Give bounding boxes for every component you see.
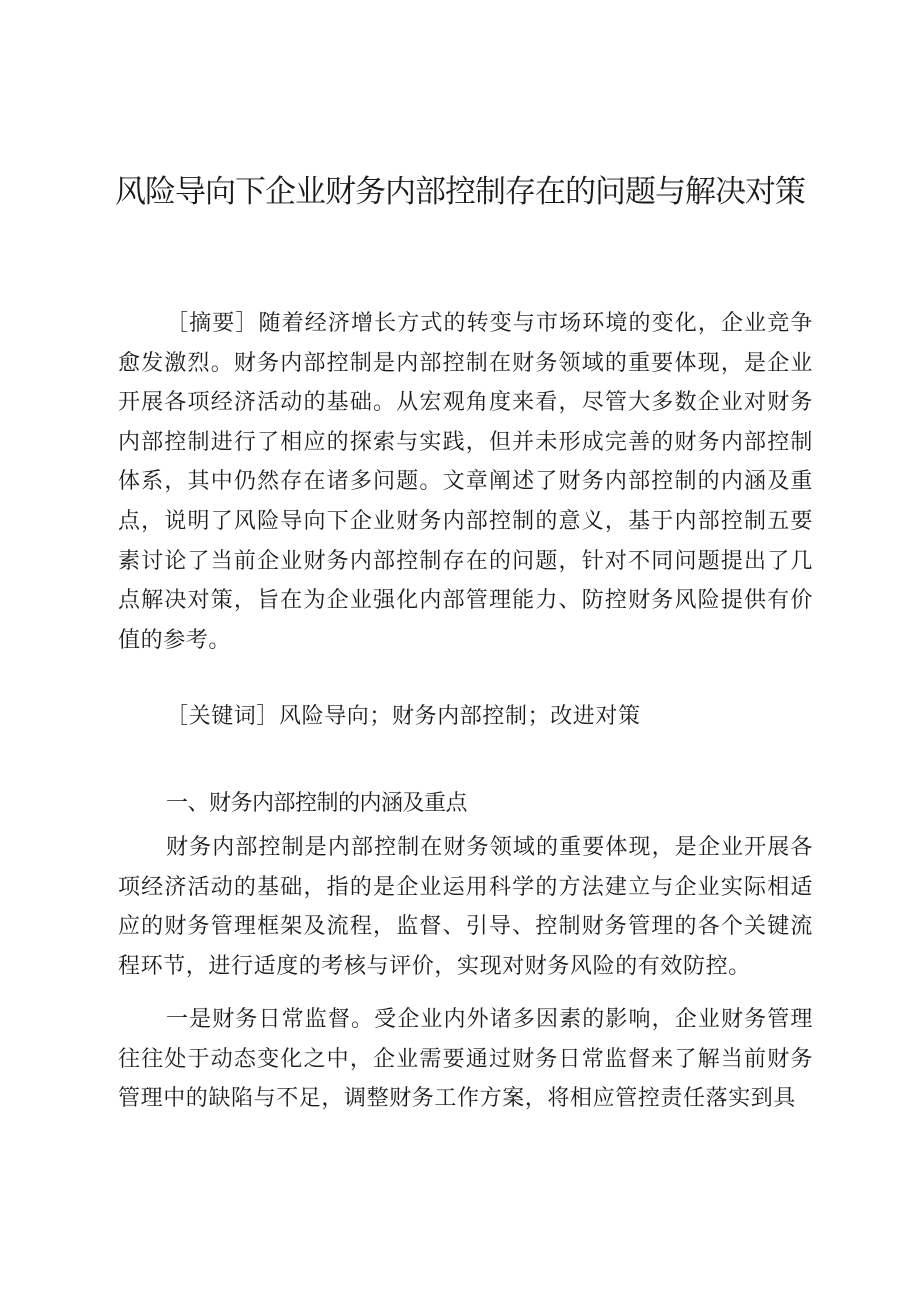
body-paragraph: 财务内部控制是内部控制在财务领域的重要体现，是企业开展各项经济活动的基础，指的是企业运用科学的方法建立与企业实际相适应的财务管理框架及流程，监督、引导、控制财务管理的各个关键流程环节，进行适度的考核与评价，实现对财务风险的有效防控。 <box>118 835 813 979</box>
body-paragraph: 一是财务日常监督。受企业内外诸多因素的影响，企业财务管理往往处于动态变化之中，企业需要通过财务日常监督来了解当前财务管理中的缺陷与不足，调整财务工作方案，将相应管控责任落实到具 <box>118 1007 813 1112</box>
abstract-paragraph: ［摘要］随着经济增长方式的转变与市场环境的变化，企业竞争愈发激烈。财务内部控制是内部控制在财务领域的重要体现，是企业开展各项经济活动的基础。从宏观角度来看，尽管大多数企业对财务内部控制进行了相应的探索与实践，但并未形成完善的财务内部控制体系，其中仍然存在诸多问题。文章阐述了财务内部控制的内涵及重点，说明了风险导向下企业财务内部控制的意义，基于内部控制五要素讨论了当前企业财务内部控制存在的问题，针对不同问题提出了几点解决对策，旨在为企业强化内部管理能力、防控财务风险提供有价值的参考。 <box>118 311 813 653</box>
keywords-line: ［关键词］风险导向；财务内部控制；改进对策 <box>166 704 641 729</box>
section-heading: 一、财务内部控制的内涵及重点 <box>166 791 468 816</box>
document-title: 风险导向下企业财务内部控制存在的问题与解决对策 <box>115 174 805 210</box>
